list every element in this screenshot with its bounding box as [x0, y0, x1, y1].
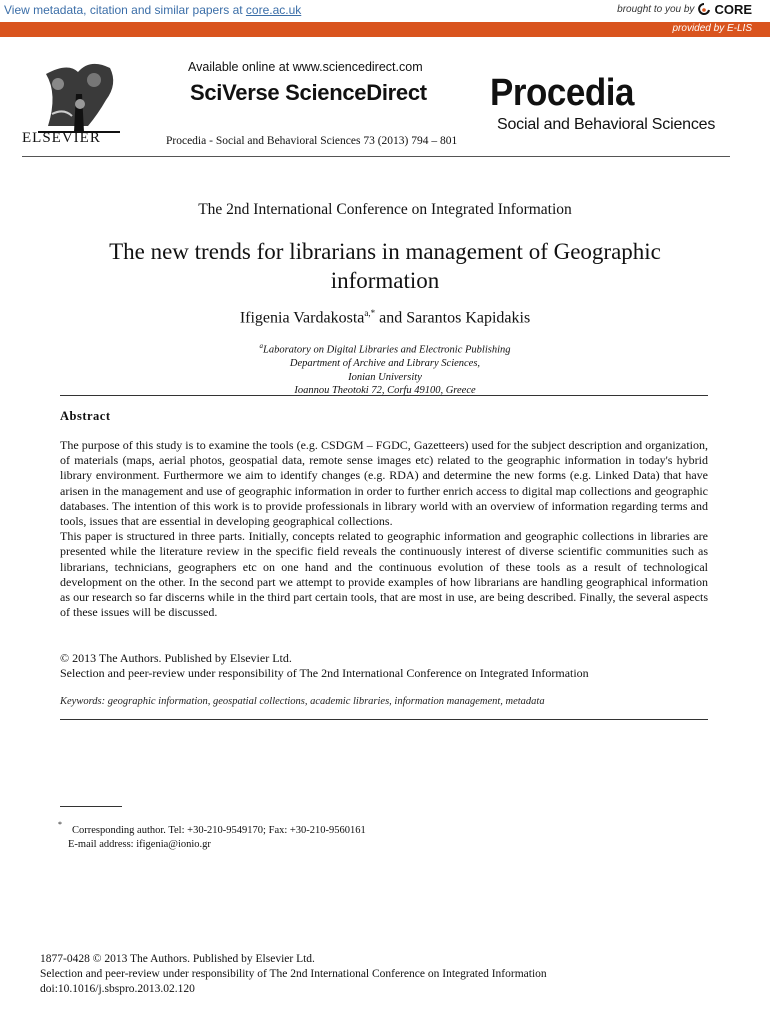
corresponding-author: Corresponding author. Tel: +30-210-9549170; Fax: +30-210-9560161	[72, 825, 366, 836]
brought-by-label: brought to you by	[617, 4, 695, 15]
author-2: and Sarantos Kapidakis	[375, 309, 531, 327]
abstract-paragraph-1: The purpose of this study is to examine the tools (e.g. CSDGM – FGDC, Gazetteers) used for the subject description and organization, of materials (maps, aerial photos, geospatial data, remote sense images etc) related to the geographic information in today's hybrid library environment. Furthermore we aim to identify changes (e.g. RDA) and determine the new forms (e.g. Linked Data) that have arisen in the management and use of geographic information in order to further enrich access to digital map collections and geographic databases. The intention of this work is to provide professionals in library world with an overview of information regarding terms and tools, issues that are essential in developing geographical collections.	[60, 438, 708, 529]
conference-name: The 2nd International Conference on Integrated Information	[198, 201, 572, 218]
affiliation	[0, 340, 770, 398]
footnote	[58, 820, 366, 852]
core-metadata-label: View metadata, citation and similar papers at	[4, 3, 246, 17]
peer-review-line: Selection and peer-review under responsibility of The 2nd International Conference on Integrated Information	[60, 666, 589, 681]
title-line-1: The new trends for librarians in management of Geographic	[109, 239, 661, 264]
footnote-line-1	[58, 820, 366, 838]
author-1: Ifigenia Vardakosta	[239, 309, 365, 327]
journal-citation: Procedia - Social and Behavioral Sciences 73 (2013) 794 – 801	[166, 135, 458, 147]
footnote-mark: *	[58, 820, 62, 829]
affiliation-mark: a	[259, 342, 263, 350]
core-link[interactable]: core.ac.uk	[245, 3, 302, 17]
core-logo-icon	[698, 3, 710, 17]
title-line-2: information	[330, 268, 440, 293]
keywords-divider	[60, 719, 708, 720]
sciverse-logo: SciVerse ScienceDirect	[190, 80, 427, 105]
page-footer	[40, 952, 547, 997]
affiliation-line: Ioannou Theotoki 72, Corfu 49100, Greece	[294, 385, 476, 396]
brought-by-core[interactable]	[617, 2, 752, 17]
abstract-divider	[60, 395, 708, 396]
author-list	[0, 308, 770, 327]
paper-title	[60, 237, 710, 295]
copyright-block	[60, 651, 720, 681]
procedia-logo: Procedia	[490, 72, 635, 114]
keywords: Keywords: geographic information, geospatial collections, academic libraries, information management, metadata	[60, 696, 545, 707]
core-logo-text: CORE	[714, 2, 752, 17]
core-banner	[0, 0, 770, 22]
elsevier-wordmark: ELSEVIER	[22, 130, 101, 146]
author-1-mark: a,*	[364, 308, 376, 318]
affiliation-line: Ionian University	[348, 371, 422, 383]
abstract-body	[60, 438, 708, 620]
footer-peer-review: Selection and peer-review under responsibility of The 2nd International Conference on Integrated Information	[40, 968, 547, 980]
provider-bar	[0, 22, 770, 37]
core-metadata-text	[4, 3, 301, 17]
affiliation-line	[0, 340, 770, 357]
affiliation-text: Laboratory on Digital Libraries and Electronic Publishing	[262, 344, 511, 356]
abstract-paragraph-2: This paper is structured in three parts. Initially, concepts related to geographic information and geographic collections in libraries are presented while the literature review in the specific field reveals the continuously interest of diverse scientific communities such as librarians, technicians, geographers etc on one hand and the continuous evolution of these tools as a result of technological development on the other. In the second part we attempt to provide examples of how librarians are handling geographical information as our research so far discerns while in the third part certain tools, that are most in use, are being described. Finally, the several aspects of these issues will be discussed.	[60, 529, 708, 620]
email-address: E-mail address: ifigenia@ionio.gr	[68, 839, 211, 850]
procedia-subtitle: Social and Behavioral Sciences	[497, 116, 716, 133]
copyright-line: © 2013 The Authors. Published by Elsevier Ltd.	[60, 651, 292, 665]
footnote-divider	[60, 806, 122, 807]
available-online: Available online at www.sciencedirect.com	[188, 60, 423, 74]
doi-line: doi:10.1016/j.sbspro.2013.02.120	[40, 983, 195, 995]
provided-by-link[interactable]: provided by E-LIS	[672, 23, 752, 34]
issn-line: 1877-0428 © 2013 The Authors. Published by Elsevier Ltd.	[40, 953, 315, 965]
affiliation-line: Department of Archive and Library Sciences,	[289, 358, 481, 369]
abstract-heading: Abstract	[60, 409, 111, 423]
header-divider	[22, 156, 730, 157]
